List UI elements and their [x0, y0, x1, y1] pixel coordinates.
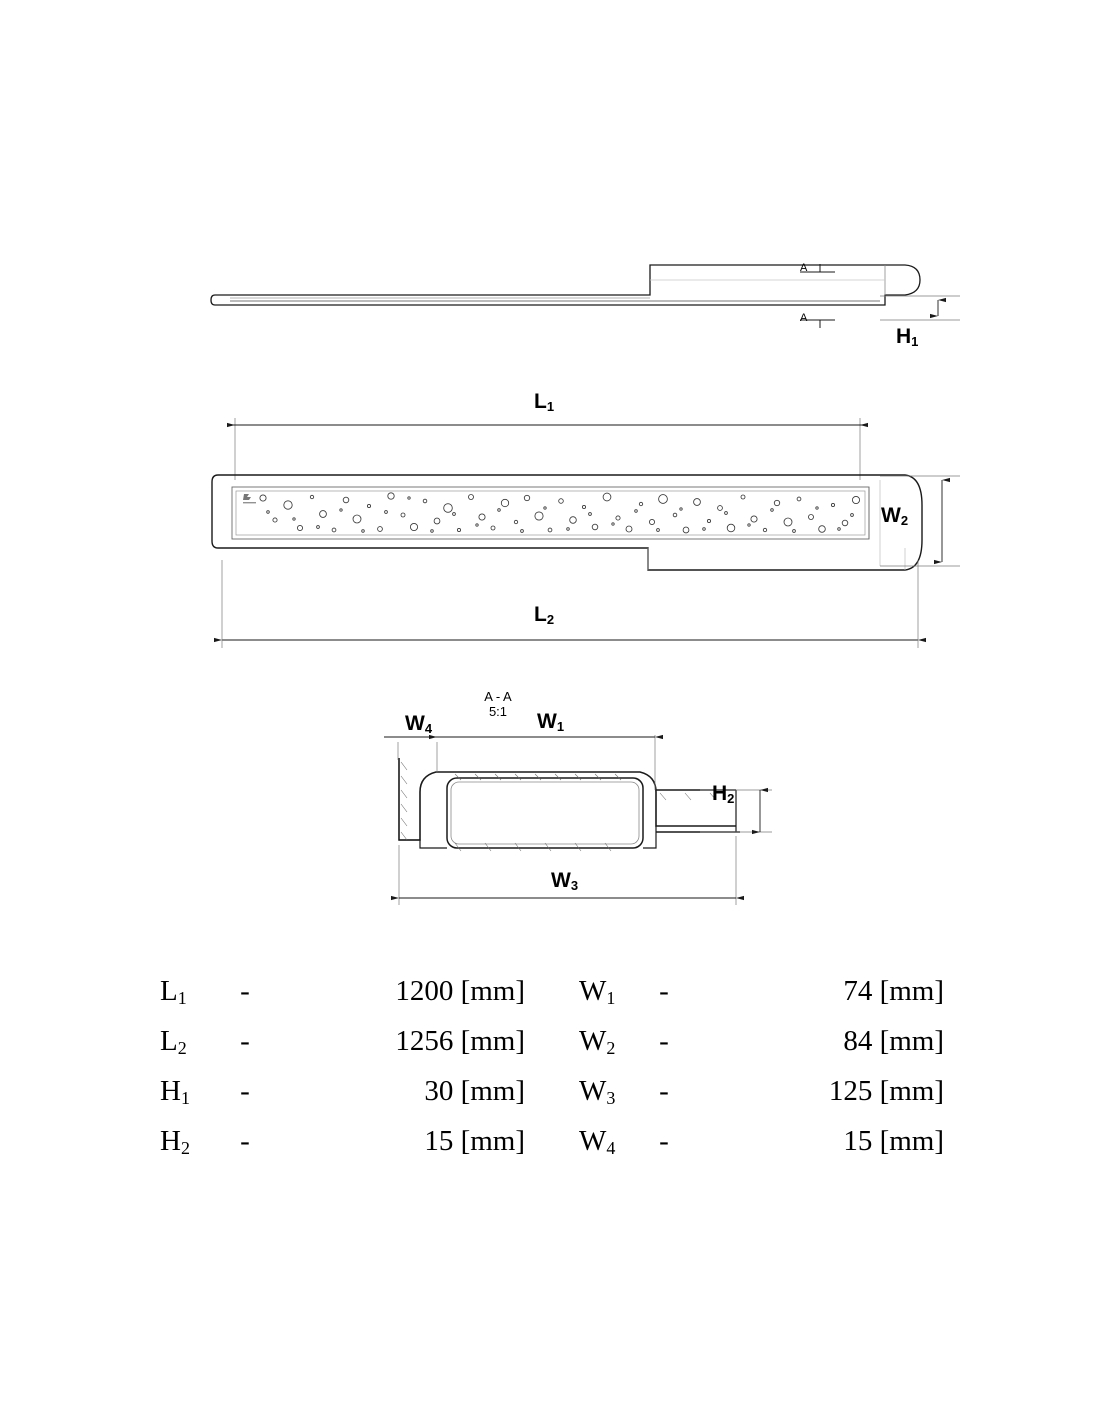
legend-row: $L_1$ - 1200 [mm] [160, 975, 531, 1025]
brand-mark-icon [243, 494, 256, 503]
label-w2: $W_2$ [881, 504, 909, 528]
legend-row: $W_2$ - 84 [mm] [579, 1025, 950, 1075]
section-view-aa [398, 758, 740, 851]
plan-view-body [212, 475, 922, 570]
legend-dash: - [659, 975, 669, 1007]
legend-row: $W_4$ - 15 [mm] [579, 1125, 950, 1175]
legend-value: 125 [mm] [828, 1075, 944, 1107]
legend-value: 1256 [mm] [395, 1025, 525, 1057]
dimension-h1 [880, 296, 960, 320]
legend-dash: - [240, 975, 250, 1007]
label-l2: $L_2$ [534, 603, 555, 627]
legend-dash: - [659, 1025, 669, 1057]
legend-dash: - [659, 1075, 669, 1107]
legend-row: $W_1$ - 74 [mm] [579, 975, 950, 1025]
dimension-l1 [228, 418, 868, 480]
legend-dash: - [240, 1125, 250, 1157]
side-view-top [211, 265, 920, 305]
grate-dot-pattern [260, 493, 860, 533]
legend-value: 74 [mm] [843, 975, 944, 1007]
label-h1: $H_1$ [896, 325, 919, 349]
legend-row: $H_2$ - 15 [mm] [160, 1125, 531, 1175]
section-title-aa: A - A 5:1 [484, 689, 512, 719]
section-mark-a-upper: A [800, 262, 808, 274]
legend-value: 15 [mm] [424, 1125, 525, 1157]
section-mark-a-lower: A [800, 312, 808, 324]
label-l1: $L_1$ [534, 390, 555, 414]
legend-value: 15 [mm] [843, 1125, 944, 1157]
legend-row: $W_3$ - 125 [mm] [579, 1075, 950, 1125]
label-w4: $W_4$ [405, 712, 433, 736]
legend-dash: - [240, 1025, 250, 1057]
legend-value: 84 [mm] [843, 1025, 944, 1057]
legend-row: $H_1$ - 30 [mm] [160, 1075, 531, 1125]
dimension-l2 [222, 560, 918, 648]
legend-row: $L_2$ - 1256 [mm] [160, 1025, 531, 1075]
legend-dash: - [659, 1125, 669, 1157]
dimension-legend [160, 975, 950, 1175]
legend-value: 30 [mm] [424, 1075, 525, 1107]
legend-dash: - [240, 1075, 250, 1107]
legend-value: 1200 [mm] [395, 975, 525, 1007]
label-h2: $H_2$ [712, 782, 735, 806]
label-w1: $W_1$ [537, 710, 565, 734]
label-w3: $W_3$ [551, 869, 579, 893]
